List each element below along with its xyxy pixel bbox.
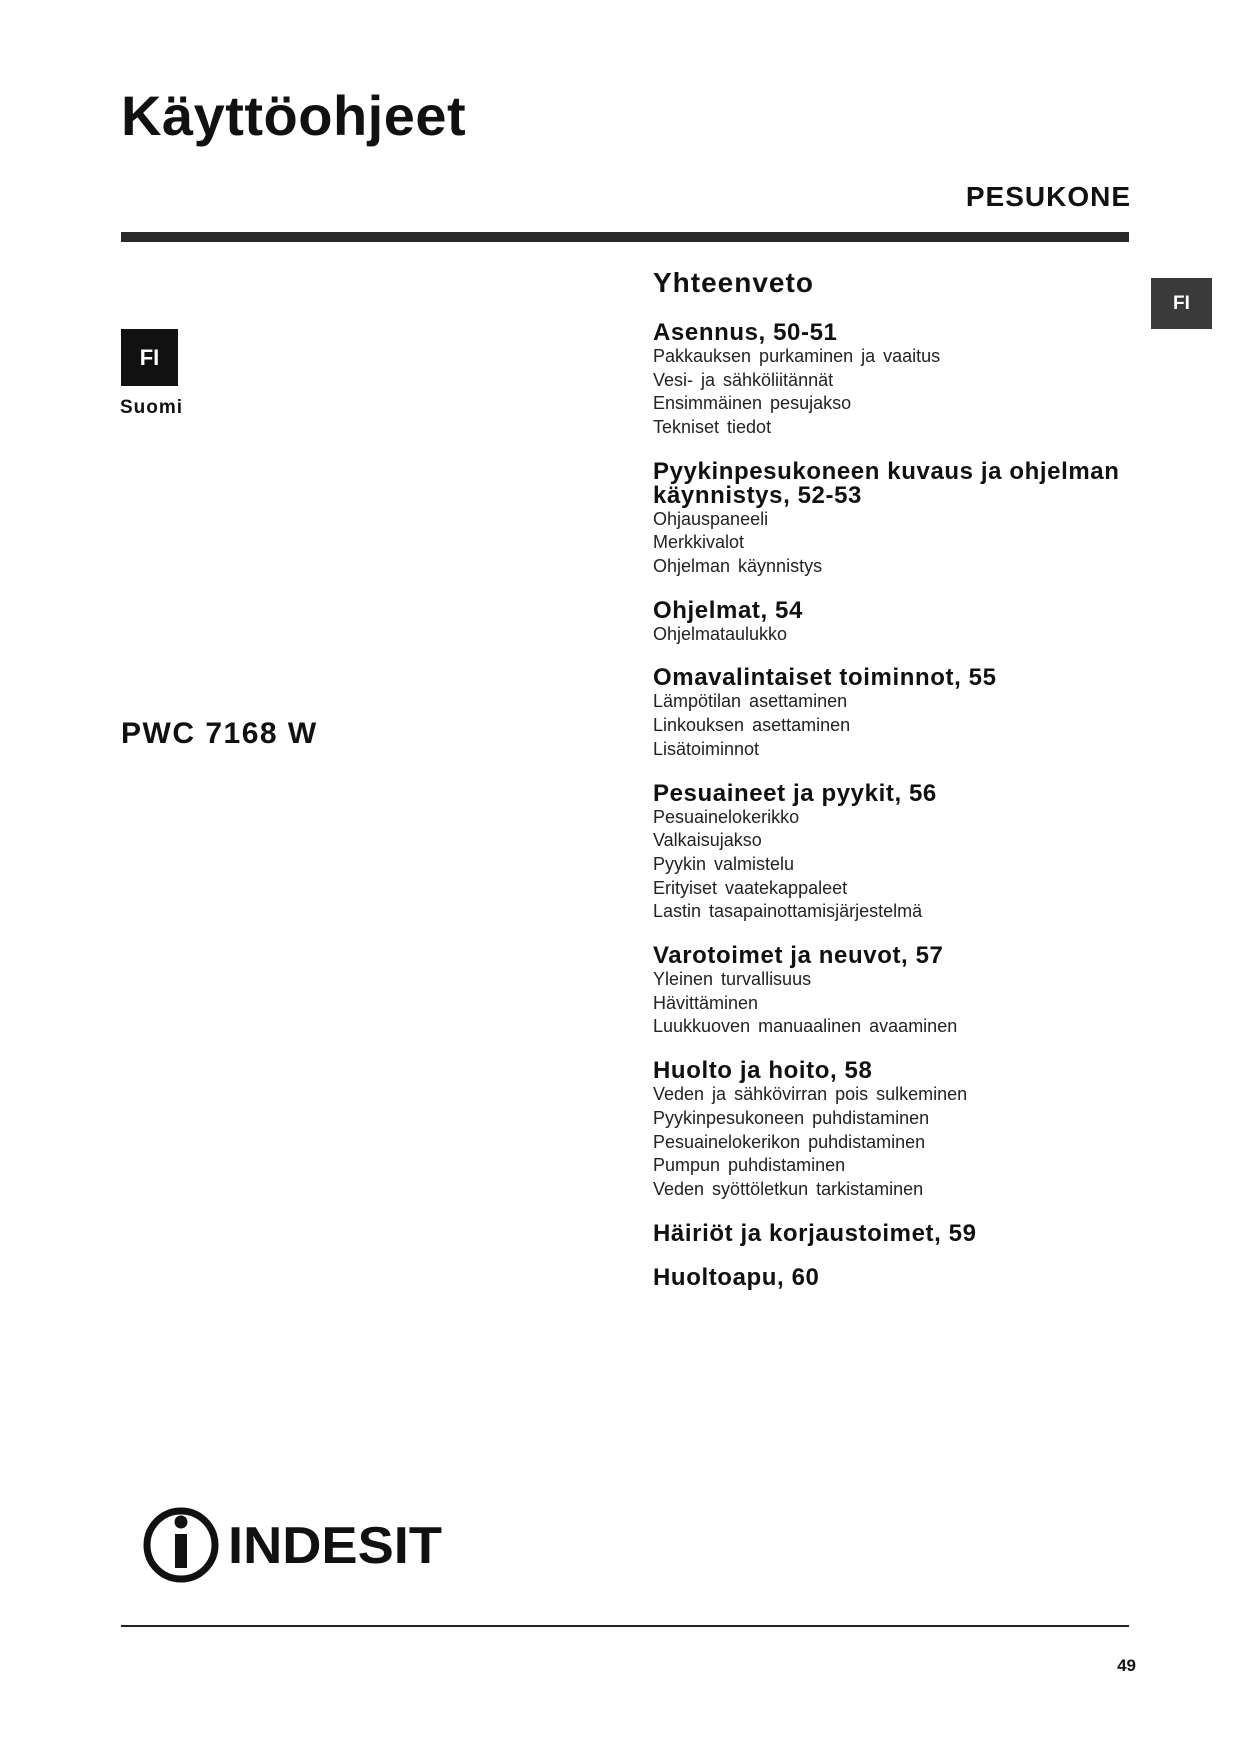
toc-sections <box>653 318 1133 1291</box>
toc-section <box>653 779 1133 925</box>
toc-section <box>653 457 1133 579</box>
toc-subitem: Merkkivalot <box>653 532 745 553</box>
language-name: Suomi <box>120 397 184 418</box>
logo-dot <box>175 1516 188 1529</box>
language-badge: FI <box>121 329 178 386</box>
footer-divider <box>121 1625 1129 1627</box>
toc-subitem-list <box>653 345 1133 440</box>
toc-subitem: Pumpun puhdistaminen <box>653 1155 846 1176</box>
toc-subitem-list <box>653 623 1133 647</box>
toc-subitem: Lastin tasapainottamisjärjestelmä <box>653 901 923 922</box>
toc-section <box>653 1059 1133 1202</box>
toc-subitem: Linkouksen asettaminen <box>653 715 851 736</box>
toc-subitem: Pyykinpesukoneen puhdistaminen <box>653 1107 930 1128</box>
toc-section <box>653 318 1133 440</box>
page-title: Käyttöohjeet <box>121 84 467 147</box>
toc-section <box>653 666 1133 761</box>
toc-section <box>653 596 1133 647</box>
toc-section-title[interactable]: Omavalintaiset toiminnot, 55 <box>653 664 997 692</box>
toc-heading: Yhteenveto <box>653 267 814 298</box>
logo-wordmark: INDESIT <box>228 1517 443 1575</box>
toc-subitem-list <box>653 806 1133 925</box>
language-tab[interactable]: FI <box>1151 278 1212 329</box>
toc-subitem: Hävittäminen <box>653 992 759 1013</box>
toc-subitem-list <box>653 968 1133 1039</box>
toc-subitem: Valkaisujakso <box>653 830 762 851</box>
toc-section <box>653 1219 1133 1247</box>
table-of-contents <box>653 268 1133 1310</box>
toc-subitem: Veden ja sähkövirran pois sulkeminen <box>653 1084 968 1105</box>
toc-section-title[interactable]: Varotoimet ja neuvot, 57 <box>653 942 944 970</box>
logo-stem <box>175 1534 187 1568</box>
toc-subitem: Yleinen turvallisuus <box>653 969 812 990</box>
toc-subitem: Erityiset vaatekappaleet <box>653 877 848 898</box>
toc-subitem: Lämpötilan asettaminen <box>653 691 848 712</box>
toc-section-title[interactable]: Huoltoapu, 60 <box>653 1263 820 1291</box>
indesit-logo <box>142 1505 452 1585</box>
toc-section <box>653 1263 1133 1291</box>
toc-subitem: Pakkauksen purkaminen ja vaaitus <box>653 345 941 366</box>
toc-subitem-list <box>653 1083 1133 1202</box>
toc-subitem: Tekniset tiedot <box>653 416 772 437</box>
toc-subitem: Pesuainelokerikko <box>653 806 800 827</box>
header-divider <box>121 232 1129 242</box>
toc-subitem: Pyykin valmistelu <box>653 853 795 874</box>
toc-subitem: Ohjelmataulukko <box>653 623 788 644</box>
toc-subitem: Lisätoiminnot <box>653 738 760 759</box>
toc-subitem: Vesi- ja sähköliitännät <box>653 369 834 390</box>
toc-section-title[interactable]: Ohjelmat, 54 <box>653 596 803 624</box>
toc-subitem: Ohjelman käynnistys <box>653 556 823 577</box>
page-number: 49 <box>1117 1656 1136 1675</box>
toc-subitem: Ensimmäinen pesujakso <box>653 393 852 414</box>
toc-subitem-list <box>653 508 1133 579</box>
toc-subitem: Ohjauspaneeli <box>653 508 769 529</box>
toc-subitem: Pesuainelokerikon puhdistaminen <box>653 1131 926 1152</box>
toc-subitem: Veden syöttöletkun tarkistaminen <box>653 1178 924 1199</box>
toc-section <box>653 944 1133 1039</box>
product-category: PESUKONE <box>965 181 1131 212</box>
toc-section-title[interactable]: Häiriöt ja korjaustoimet, 59 <box>653 1219 977 1247</box>
toc-section-title[interactable]: Pesuaineet ja pyykit, 56 <box>653 779 937 807</box>
toc-section-title[interactable]: Huolto ja hoito, 58 <box>653 1057 873 1085</box>
model-number: PWC 7168 W <box>121 717 318 750</box>
toc-section-title[interactable]: Asennus, 50-51 <box>653 318 838 346</box>
toc-subitem-list <box>653 690 1133 761</box>
toc-subitem: Luukkuoven manuaalinen avaaminen <box>653 1016 958 1037</box>
toc-section-title[interactable]: Pyykinpesukoneen kuvaus ja ohjelman käynnistys, 52-53 <box>653 457 1120 509</box>
